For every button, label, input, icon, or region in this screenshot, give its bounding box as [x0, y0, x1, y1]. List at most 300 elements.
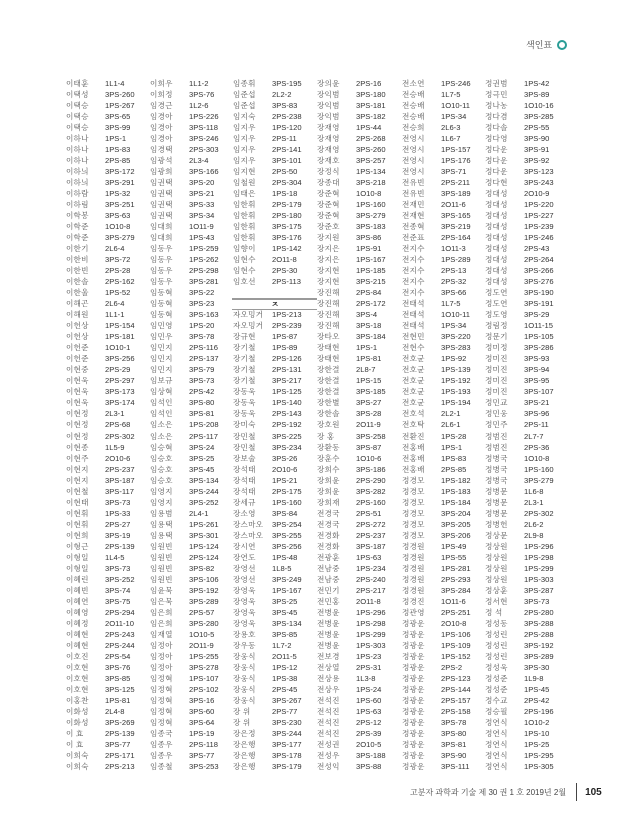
- paper-code: 3PS-181: [356, 101, 386, 111]
- paper-code: 1PS-255: [189, 651, 219, 661]
- author-name: 정도영: [485, 310, 508, 320]
- author-name: 전민기: [317, 585, 340, 595]
- author-name: 임용택: [150, 530, 173, 540]
- author-name: 장준호: [317, 222, 340, 232]
- author-name: 장석태: [233, 486, 256, 496]
- author-name: 자오밍거: [233, 310, 264, 320]
- index-entry: [233, 728, 317, 739]
- index-entry: [150, 684, 234, 695]
- index-entry: [150, 188, 234, 199]
- index-entry: [402, 254, 486, 265]
- paper-code: 1PS-167: [356, 255, 386, 265]
- paper-code: 2PS-213: [105, 761, 135, 771]
- index-entry: [233, 629, 317, 640]
- paper-code: 1PS-142: [272, 244, 302, 254]
- index-entry: [317, 508, 401, 519]
- index-entry: [317, 133, 401, 144]
- author-name: 전현수: [402, 343, 425, 353]
- paper-code: 3PS-85: [105, 673, 131, 683]
- paper-code: 3PS-289: [189, 596, 219, 606]
- index-entry: [233, 144, 317, 155]
- author-name: 정경모: [402, 497, 425, 507]
- author-name: 전남중: [317, 563, 340, 573]
- index-entry: [150, 585, 234, 596]
- paper-code: 2PS-294: [105, 607, 135, 617]
- paper-code: 2PS-288: [524, 629, 554, 639]
- author-name: 임권택: [150, 178, 173, 188]
- author-name: 장준혁: [317, 211, 340, 221]
- author-name: 장한결: [317, 387, 340, 397]
- index-entry: [66, 89, 150, 100]
- paper-code: 3PS-179: [272, 761, 302, 771]
- index-entry: [150, 386, 234, 397]
- index-entry: [317, 397, 401, 408]
- paper-code: 2PS-171: [105, 750, 135, 760]
- paper-code: 3PS-219: [441, 222, 471, 232]
- author-name: 정경모: [402, 530, 425, 540]
- author-name: 정연식: [485, 750, 508, 760]
- index-entry: [150, 111, 234, 122]
- paper-code: 3PS-106: [189, 574, 219, 584]
- paper-code: 2L3-4: [189, 156, 209, 166]
- paper-code: 2L7-7: [524, 431, 544, 441]
- index-entry: [233, 364, 317, 375]
- paper-code: 3PS-34: [189, 211, 215, 221]
- index-entry: [317, 254, 401, 265]
- author-name: 정광운: [402, 651, 425, 661]
- author-name: 장연도: [233, 552, 256, 562]
- author-name: 임영지: [150, 497, 173, 507]
- author-name: 정대성: [485, 277, 508, 287]
- paper-code: 3PS-217: [272, 376, 302, 386]
- paper-code: 1L4-5: [105, 552, 125, 562]
- paper-code: 2PS-84: [356, 288, 382, 298]
- author-name: 정광운: [402, 662, 425, 672]
- index-entry: [317, 221, 401, 232]
- index-entry: [485, 155, 569, 166]
- author-name: 장재호: [317, 156, 340, 166]
- index-entry: [233, 78, 317, 89]
- index-entry: [402, 188, 486, 199]
- author-name: 이혜정: [66, 618, 89, 628]
- paper-code: 1PS-107: [189, 673, 219, 683]
- index-entry: [402, 596, 486, 607]
- paper-code: 2PS-180: [272, 211, 302, 221]
- paper-code: 1PS-1: [105, 134, 127, 144]
- index-entry: [233, 618, 317, 629]
- author-name: 장영욱: [233, 596, 256, 606]
- paper-code: 2PS-16: [356, 79, 382, 88]
- author-name: 이해원: [66, 310, 89, 320]
- paper-code: 2PS-50: [272, 167, 298, 177]
- paper-code: 3PS-81: [441, 739, 467, 749]
- paper-code: 2PS-54: [105, 651, 131, 661]
- paper-code: 3PS-101: [272, 156, 302, 166]
- paper-code: 1L6-7: [441, 134, 461, 144]
- index-entry: [233, 375, 317, 386]
- author-name: 정민교: [485, 398, 508, 408]
- index-entry: [150, 276, 234, 287]
- author-name: 전경국: [317, 508, 340, 518]
- index-entry: [402, 78, 486, 89]
- author-name: 임은희: [150, 607, 173, 617]
- paper-code: 1PS-91: [356, 244, 382, 254]
- author-name: 임동혁: [150, 288, 173, 298]
- index-entry: [66, 453, 150, 464]
- index-entry: [150, 662, 234, 673]
- author-name: 임은묵: [150, 596, 173, 606]
- author-name: 임승혁: [150, 442, 173, 452]
- author-name: 이혜빈: [66, 585, 89, 595]
- index-entry: [485, 254, 569, 265]
- index-entry: [66, 486, 150, 497]
- paper-code: 1L2-6: [189, 101, 209, 111]
- author-name: 임지우: [233, 123, 256, 133]
- paper-code: 1PS-24: [356, 684, 382, 694]
- paper-code: 3PS-249: [272, 574, 302, 584]
- index-entry: [233, 739, 317, 750]
- index-entry: [317, 530, 401, 541]
- paper-code: 2L2-1: [441, 409, 461, 419]
- paper-code: 1PS-176: [441, 156, 471, 166]
- paper-code: 3PS-279: [105, 233, 135, 243]
- author-name: 장지은: [317, 244, 340, 254]
- author-name: 이현휘: [66, 519, 89, 529]
- author-name: 정광운: [402, 640, 425, 650]
- paper-code: 2PS-139: [105, 541, 135, 551]
- index-entry: [233, 122, 317, 133]
- index-entry: [317, 706, 401, 717]
- author-name: 이현욱: [66, 376, 89, 386]
- author-name: 임정혁: [150, 717, 173, 727]
- index-entry: [402, 342, 486, 353]
- index-entry: [150, 89, 234, 100]
- index-entry: [317, 320, 401, 331]
- paper-code: 3PS-244: [272, 728, 302, 738]
- index-entry: [233, 408, 317, 419]
- paper-code: 2PS-141: [272, 145, 302, 155]
- author-name: 이한기: [66, 244, 89, 254]
- paper-code: 1PS-52: [105, 288, 131, 298]
- author-name: 이혜영: [66, 607, 89, 617]
- section-letter: ㅈ: [271, 300, 279, 310]
- index-entry: [402, 221, 486, 232]
- paper-code: 3PS-278: [189, 662, 219, 672]
- paper-code: 1L7-5: [441, 299, 461, 309]
- author-name: 이현지: [66, 475, 89, 485]
- author-name: 이현휘: [66, 508, 89, 518]
- ring-bullet-icon: [557, 40, 567, 50]
- index-entry: [233, 684, 317, 695]
- author-name: 임한휘: [233, 200, 256, 210]
- paper-code: 3PS-16: [189, 695, 215, 705]
- author-name: 장 위: [233, 717, 251, 727]
- author-name: 장은행: [233, 739, 256, 749]
- author-name: 정다운: [485, 156, 508, 166]
- index-entry: [317, 166, 401, 177]
- author-name: 전홍배: [402, 442, 425, 452]
- index-entry: [150, 287, 234, 298]
- paper-code: 3PS-285: [524, 112, 554, 122]
- author-name: 이하나: [66, 145, 89, 155]
- author-name: 임승호: [150, 464, 173, 474]
- paper-code: 3PS-252: [189, 497, 219, 507]
- author-name: 이현철: [66, 486, 89, 496]
- paper-code: 3PS-187: [105, 475, 135, 485]
- author-name: 전재현: [402, 211, 425, 221]
- index-entry: [150, 431, 234, 442]
- index-entry: [485, 563, 569, 574]
- paper-code: 2PS-102: [189, 684, 219, 694]
- paper-code: 3PS-96: [524, 409, 550, 419]
- paper-code: 3PS-89: [524, 90, 550, 100]
- paper-code: 2O10-9: [524, 189, 550, 199]
- index-entry: [317, 89, 401, 100]
- author-name: 전태석: [402, 299, 425, 309]
- paper-code: 2PS-43: [524, 244, 550, 254]
- index-entry: [233, 552, 317, 563]
- index-entry: [317, 309, 401, 320]
- paper-code: 1L7-2: [272, 640, 292, 650]
- paper-code: 3PS-256: [272, 541, 302, 551]
- index-entry: [402, 519, 486, 530]
- index-entry: [150, 552, 234, 563]
- author-name: 정병국: [485, 475, 508, 485]
- index-entry: [150, 442, 234, 453]
- index-entry: [317, 673, 401, 684]
- author-name: 이현지: [66, 464, 89, 474]
- index-entry: [317, 144, 401, 155]
- index-entry: [233, 221, 317, 232]
- author-name: 이택승: [66, 112, 89, 122]
- author-name: 전영시: [402, 156, 425, 166]
- index-entry: [233, 188, 317, 199]
- author-name: 장정식: [317, 167, 340, 177]
- paper-code: 1PS-185: [356, 266, 386, 276]
- index-entry: [150, 706, 234, 717]
- index-entry: [233, 453, 317, 464]
- index-entry: [66, 364, 150, 375]
- paper-code: 2PS-11: [272, 134, 297, 144]
- index-entry: [485, 166, 569, 177]
- paper-code: 3PS-22: [189, 288, 215, 298]
- index-entry: [485, 574, 569, 585]
- paper-code: 3PS-279: [524, 475, 554, 485]
- author-name: 이태훈: [66, 79, 89, 88]
- journal-info: 고분자 과학과 기술 제 30 권 1 호 2019년 2월: [410, 787, 567, 797]
- author-name: 임경아: [150, 123, 173, 133]
- index-entry: [150, 166, 234, 177]
- index-entry: [317, 453, 401, 464]
- paper-code: 3PS-63: [105, 211, 131, 221]
- index-entry: [402, 386, 486, 397]
- paper-code: 3PS-191: [524, 299, 554, 309]
- paper-code: 1PS-33: [105, 508, 131, 518]
- paper-code: 1PS-105: [524, 332, 554, 342]
- author-name: 장재영: [317, 145, 340, 155]
- index-entry: [317, 651, 401, 662]
- paper-code: 1PS-246: [524, 233, 554, 243]
- index-entry: [485, 761, 569, 772]
- index-entry: [317, 761, 401, 772]
- author-name: 전지수: [402, 255, 425, 265]
- paper-code: 2PS-268: [356, 134, 386, 144]
- author-name: 정미진: [485, 354, 508, 364]
- index-entry: [402, 530, 486, 541]
- index-entry: [485, 408, 569, 419]
- author-name: 임민영: [150, 321, 173, 331]
- index-entry: [150, 508, 234, 519]
- author-name: 정대성: [485, 244, 508, 254]
- index-entry: [233, 155, 317, 166]
- index-entry: [485, 464, 569, 475]
- index-entry: [66, 497, 150, 508]
- author-name: 장진해: [317, 288, 340, 298]
- author-name: 임동우: [150, 266, 173, 276]
- index-entry: [150, 574, 234, 585]
- index-entry: [485, 585, 569, 596]
- author-name: 전병윤: [317, 618, 340, 628]
- index-entry: [317, 596, 401, 607]
- index-entry: [233, 640, 317, 651]
- index-entry: [317, 375, 401, 386]
- author-name: 전지수: [402, 266, 425, 276]
- index-entry: [485, 353, 569, 364]
- index-entry: [485, 133, 569, 144]
- paper-code: 3PS-269: [105, 717, 135, 727]
- paper-code: 2O11-8: [272, 255, 297, 265]
- author-name: 장석태: [233, 475, 256, 485]
- author-name: 임종철: [150, 761, 173, 771]
- index-entry: [485, 78, 569, 89]
- author-name: 전재민: [402, 200, 425, 210]
- index-entry: [317, 232, 401, 243]
- paper-code: 2O10-6: [105, 453, 131, 463]
- index-entry: [402, 89, 486, 100]
- index-entry: [485, 728, 569, 739]
- author-name: 정성동: [485, 618, 508, 628]
- paper-code: 3PS-24: [189, 442, 215, 452]
- author-name: 임원빈: [150, 574, 173, 584]
- author-name: 정병문: [485, 508, 508, 518]
- index-entry: [233, 750, 317, 761]
- index-entry: [66, 508, 150, 519]
- author-name: 정문기: [485, 332, 508, 342]
- paper-code: 3PS-166: [189, 167, 219, 177]
- index-entry: [66, 673, 150, 684]
- index-entry: [66, 177, 150, 188]
- author-name: 장민철: [233, 442, 256, 452]
- paper-code: 2PS-85: [105, 156, 131, 166]
- paper-code: 3PS-173: [105, 387, 135, 397]
- author-name: 전지수: [402, 277, 425, 287]
- author-name: 이학준: [66, 233, 89, 243]
- index-entry: [317, 640, 401, 651]
- author-name: 이현정: [66, 420, 89, 430]
- index-entry: [66, 442, 150, 453]
- index-entry: [402, 585, 486, 596]
- paper-code: 2PS-85: [441, 464, 467, 474]
- paper-code: 1PS-183: [441, 486, 471, 496]
- author-name: 정대성: [485, 200, 508, 210]
- index-entry: [402, 210, 486, 221]
- index-entry: [402, 353, 486, 364]
- author-name: 이헌준: [66, 354, 89, 364]
- author-name: 정상문: [485, 530, 508, 540]
- author-name: 전지수: [402, 288, 425, 298]
- author-name: 장한솔: [317, 409, 340, 419]
- index-entry: [402, 375, 486, 386]
- author-name: 정광운: [402, 728, 425, 738]
- index-entry: [402, 508, 486, 519]
- paper-code: 3PS-79: [189, 365, 215, 375]
- author-name: 임지우: [233, 145, 256, 155]
- index-entry: [402, 761, 486, 772]
- author-name: 이희정: [150, 90, 173, 100]
- paper-code: 1PS-184: [441, 497, 471, 507]
- index-entry: [150, 353, 234, 364]
- page-footer: [410, 783, 602, 801]
- author-name: 정병헌: [485, 519, 508, 529]
- index-entry: [66, 254, 150, 265]
- author-name: 장익범: [317, 90, 340, 100]
- paper-code: 3PS-80: [189, 398, 215, 408]
- author-name: 장영선: [233, 574, 256, 584]
- paper-code: 2PS-123: [441, 673, 471, 683]
- author-name: 임원빈: [150, 563, 173, 573]
- author-name: 장은행: [233, 761, 256, 771]
- index-entry: [150, 464, 234, 475]
- paper-code: 2PS-211: [441, 178, 470, 188]
- index-entry: [485, 442, 569, 453]
- author-name: 정상원: [485, 574, 508, 584]
- author-name: 전경화: [317, 530, 340, 540]
- index-entry: [402, 265, 486, 276]
- author-name: 임한휘: [233, 222, 256, 232]
- paper-code: 3PS-85: [272, 629, 298, 639]
- paper-code: 3PS-289: [524, 651, 554, 661]
- author-name: 전보경: [317, 651, 340, 661]
- index-entry: [485, 221, 569, 232]
- author-name: 정연식: [485, 761, 508, 771]
- index-entry: [317, 475, 401, 486]
- author-name: 임원빈: [150, 552, 173, 562]
- paper-code: 2PS-162: [105, 277, 135, 287]
- index-entry: [66, 596, 150, 607]
- index-entry: [150, 133, 234, 144]
- author-name: 장웅식: [233, 662, 256, 672]
- author-name: 전경화: [317, 541, 340, 551]
- paper-code: 3PS-230: [272, 717, 302, 727]
- paper-code: 3PS-282: [356, 486, 386, 496]
- index-entry: [150, 453, 234, 464]
- index-entry: [485, 519, 569, 530]
- author-name: 정민웅: [485, 409, 508, 419]
- author-name: 임지우: [233, 156, 256, 166]
- index-entry: [233, 397, 317, 408]
- author-name: 정경원: [402, 574, 425, 584]
- author-name: 정나농: [485, 101, 508, 111]
- paper-code: 1PS-152: [441, 651, 471, 661]
- paper-code: 3PS-123: [524, 167, 554, 177]
- author-name: 정광운: [402, 717, 425, 727]
- index-entry: [402, 464, 486, 475]
- paper-code: 3PS-163: [189, 310, 219, 320]
- author-name: 장용호: [233, 629, 256, 639]
- index-entry: [485, 486, 569, 497]
- author-name: 전상우: [317, 684, 340, 694]
- paper-code: 3PS-125: [105, 684, 135, 694]
